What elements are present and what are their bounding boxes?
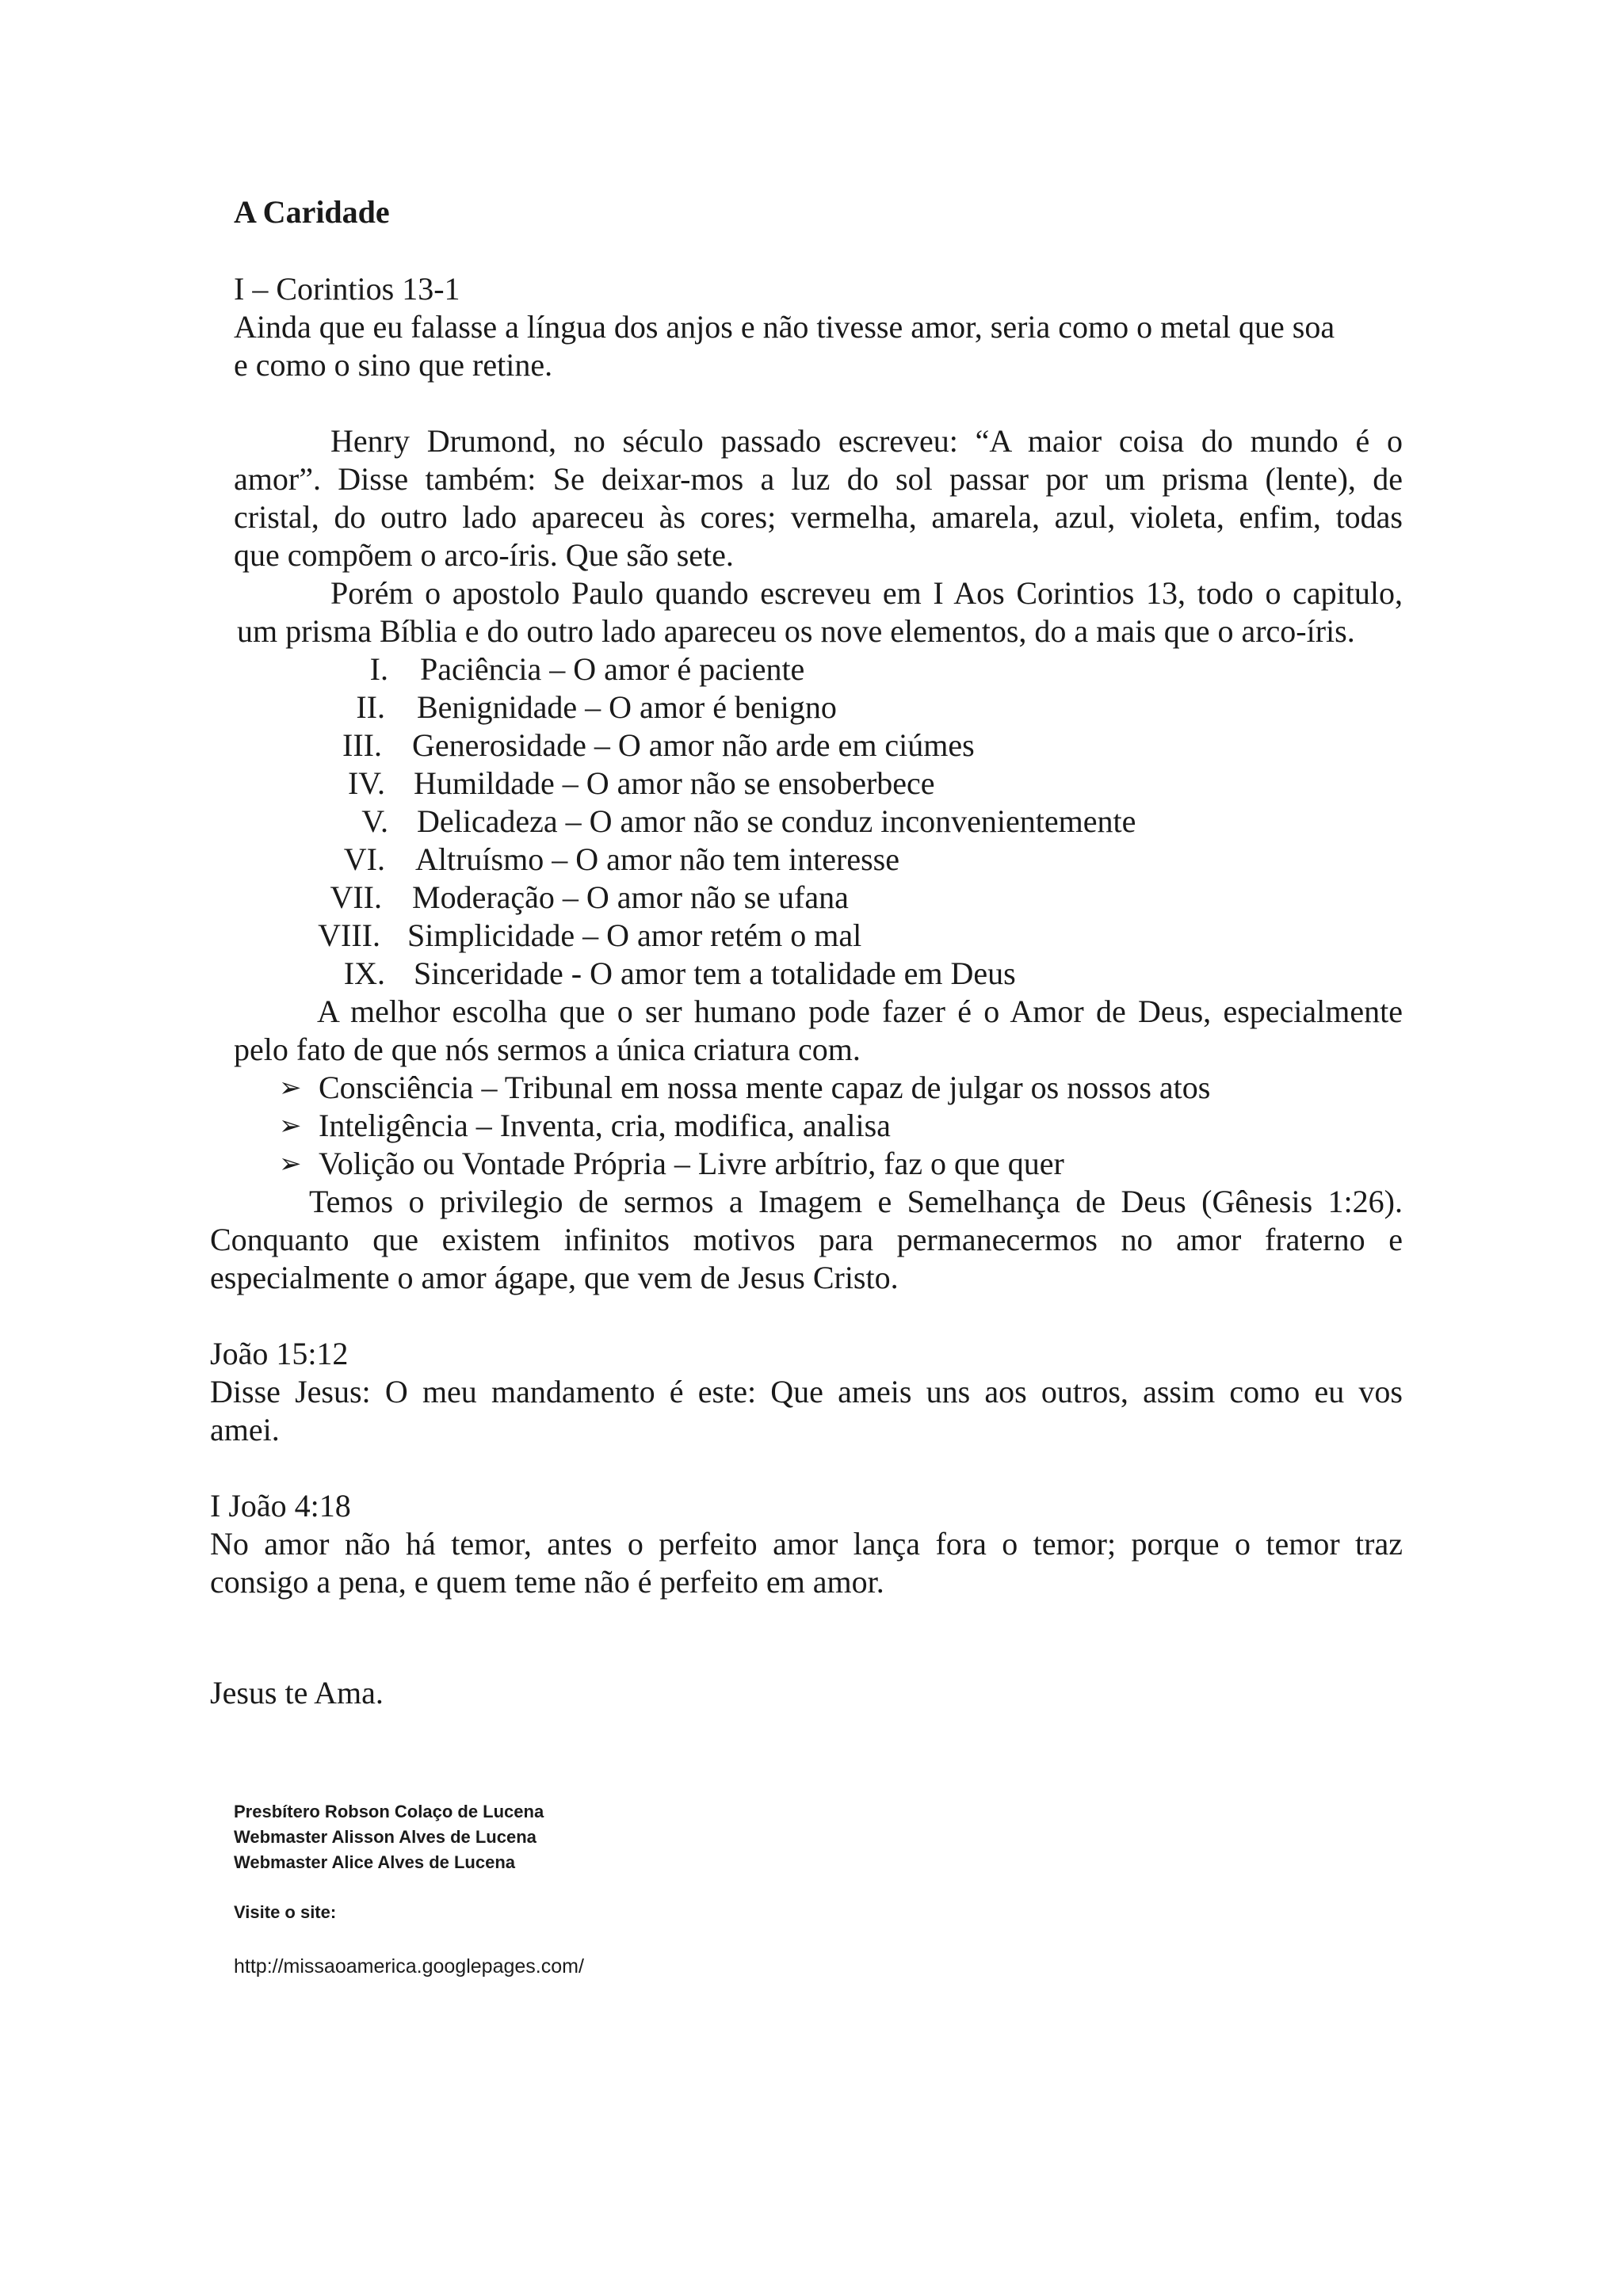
paragraph-paulo <box>234 574 1403 650</box>
list-number: VII. <box>330 879 382 915</box>
paragraph-line: pelo fato de que nós sermos a única criatura com. <box>234 1032 861 1067</box>
scripture-verse-line: consigo a pena, e quem teme não é perfeito em amor. <box>210 1564 884 1600</box>
scripture-verse <box>210 1373 1403 1449</box>
list-number: III. <box>342 727 382 763</box>
paragraph-line: amor”. Disse também: Se deixar-mos a luz do sol passar por um prisma (lente), de <box>234 461 1403 497</box>
footer-visit-label: Visite o site: <box>234 1902 337 1922</box>
list-number: I. <box>369 651 388 687</box>
list-item: Generosidade – O amor não arde em ciúmes <box>412 727 975 763</box>
scripture-reference: I – Corintios 13-1 <box>234 271 460 307</box>
arrow-bullet-icon: ➢ <box>279 1110 302 1142</box>
list-number: VIII. <box>318 917 380 953</box>
scripture-reference: João 15:12 <box>210 1336 349 1371</box>
scripture-verse-line: No amor não há temor, antes o perfeito amor lança fora o temor; porque o temor traz <box>210 1526 1403 1562</box>
paragraph-imagem <box>210 1183 1403 1297</box>
bullet-item: Inteligência – Inventa, cria, modifica, analisa <box>319 1108 891 1143</box>
paragraph-line: especialmente o amor ágape, que vem de Jesus Cristo. <box>210 1260 899 1295</box>
list-number: IX. <box>343 955 385 991</box>
bullet-item: Volição ou Vontade Própria – Livre arbítrio, faz o que quer <box>319 1146 1064 1181</box>
list-item: Altruísmo – O amor não tem interesse <box>415 841 899 877</box>
footer-site-link[interactable]: http://missaoamerica.googlepages.com/ <box>234 1955 584 1978</box>
list-item: Paciência – O amor é paciente <box>420 651 805 687</box>
list-item: Sinceridade - O amor tem a totalidade em Deus <box>414 955 1016 991</box>
bullet-item: Consciência – Tribunal em nossa mente capaz de julgar os nossos atos <box>319 1070 1211 1105</box>
list-number: II. <box>356 689 385 725</box>
closing-line: Jesus te Ama. <box>210 1675 384 1711</box>
list-item: Simplicidade – O amor retém o mal <box>407 917 862 953</box>
paragraph-line: Temos o privilegio de sermos a Imagem e Semelhança de Deus (Gênesis 1:26). <box>309 1184 1403 1219</box>
scripture-verse-line: e como o sino que retine. <box>234 347 553 383</box>
paragraph-escolha <box>234 993 1403 1069</box>
list-item: Moderação – O amor não se ufana <box>412 879 849 915</box>
footer-webmaster: Webmaster Alisson Alves de Lucena <box>234 1827 537 1847</box>
scripture-verse-line: Ainda que eu falasse a língua dos anjos e não tivesse amor, seria como o metal que soa <box>234 309 1335 345</box>
paragraph-line: um prisma Bíblia e do outro lado apareceu os nove elementos, do a mais que o arco-íris. <box>237 613 1355 649</box>
arrow-bullet-icon: ➢ <box>279 1148 302 1180</box>
list-number: V. <box>361 803 388 839</box>
paragraph-line: Porém o apostolo Paulo quando escreveu em I Aos Corintios 13, todo o capitulo, <box>330 575 1403 611</box>
footer-author: Presbítero Robson Colaço de Lucena <box>234 1802 544 1821</box>
paragraph-line: cristal, do outro lado apareceu às cores; vermelha, amarela, azul, violeta, enfim, todas <box>234 499 1403 535</box>
paragraph-line: Henry Drumond, no século passado escreveu: “A maior coisa do mundo é o <box>330 423 1403 459</box>
list-number: VI. <box>343 841 385 877</box>
paragraph-line: Conquanto que existem infinitos motivos para permanecermos no amor fraterno e <box>210 1222 1403 1257</box>
paragraph-drumond <box>234 422 1403 574</box>
scripture-verse-line: Disse Jesus: O meu mandamento é este: Que ameis uns aos outros, assim como eu vos <box>210 1374 1403 1409</box>
list-number: IV. <box>347 765 385 801</box>
arrow-bullet-icon: ➢ <box>279 1072 302 1104</box>
list-item: Delicadeza – O amor não se conduz inconvenientemente <box>417 803 1136 839</box>
list-item: Benignidade – O amor é benigno <box>417 689 837 725</box>
scripture-verse <box>210 1525 1403 1601</box>
scripture-verse-line: amei. <box>210 1412 280 1447</box>
list-item: Humildade – O amor não se ensoberbece <box>414 765 935 801</box>
scripture-reference: I João 4:18 <box>210 1488 351 1524</box>
paragraph-line: A melhor escolha que o ser humano pode fazer é o Amor de Deus, especialmente <box>317 994 1403 1029</box>
footer-webmaster: Webmaster Alice Alves de Lucena <box>234 1852 515 1872</box>
paragraph-line: que compõem o arco-íris. Que são sete. <box>234 537 734 573</box>
document-title: A Caridade <box>234 194 390 230</box>
